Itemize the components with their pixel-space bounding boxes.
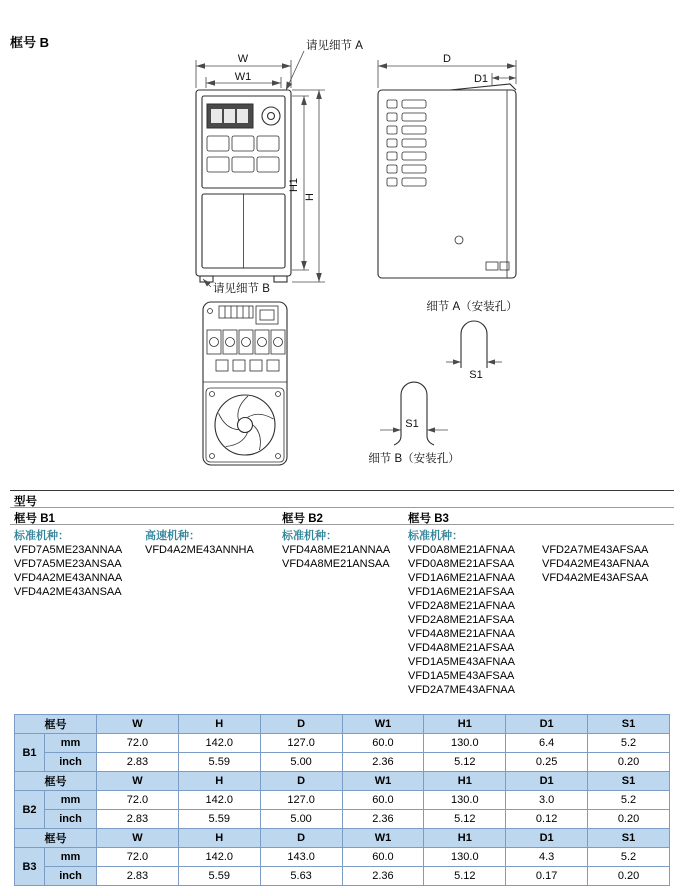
model-number: VFD4A2ME43ANNAA [14, 572, 123, 584]
detail-a-title: 细节 A（安装孔） [426, 301, 518, 313]
unit-cell: mm [45, 848, 97, 867]
col-header-w1: W1 [342, 829, 424, 848]
model-number: VFD7A5ME23ANNAA [14, 544, 123, 556]
table-cell: 4.3 [506, 848, 588, 867]
table-cell: 72.0 [97, 848, 179, 867]
table-cell: 5.12 [424, 753, 506, 772]
col-header-h: H [178, 829, 260, 848]
detail-b-drawing [368, 382, 459, 465]
col-header-w: W [97, 772, 179, 791]
table-cell: 60.0 [342, 791, 424, 810]
b2-standard-heading: 标准机种： [282, 530, 337, 542]
table-row-b1-mm [15, 734, 670, 753]
col-header-h1: H1 [424, 715, 506, 734]
callout-b-label: 请见细节 B [213, 283, 270, 295]
table-cell: 2.36 [342, 810, 424, 829]
table-cell: 0.12 [506, 810, 588, 829]
table-row-b3-mm [15, 848, 670, 867]
model-number: VFD1A5ME43AFSAA [408, 670, 515, 682]
table-cell: 142.0 [178, 848, 260, 867]
table-cell: 5.59 [178, 810, 260, 829]
table-cell: 5.59 [178, 867, 260, 886]
table-cell: 5.59 [178, 753, 260, 772]
table-cell: 0.20 [588, 810, 670, 829]
b1-standard-column [14, 529, 122, 599]
frame-cell: B3 [15, 848, 45, 886]
table-cell: 5.12 [424, 867, 506, 886]
col-header-frame: 框号 [15, 829, 97, 848]
table-cell: 3.0 [506, 791, 588, 810]
dim-label-s1-b: S1 [405, 418, 419, 430]
table-cell: 130.0 [424, 848, 506, 867]
table-cell: 127.0 [260, 734, 342, 753]
callout-detail-a [286, 38, 363, 90]
table-cell: 6.4 [506, 734, 588, 753]
table-cell: 143.0 [260, 848, 342, 867]
page-title: 框号 B [10, 35, 50, 50]
model-number: VFD4A8ME21ANSAA [282, 558, 390, 570]
side-view-dimensions [378, 53, 516, 88]
b1-standard-heading: 标准机种： [14, 530, 69, 542]
table-cell: 130.0 [424, 791, 506, 810]
table-cell: 5.2 [588, 734, 670, 753]
table-cell: 2.83 [97, 867, 179, 886]
table-cell: 5.2 [588, 791, 670, 810]
unit-cell: mm [45, 791, 97, 810]
col-header-w: W [97, 715, 179, 734]
table-cell: 142.0 [178, 734, 260, 753]
model-number: VFD1A5ME43AFNAA [408, 656, 515, 668]
dim-label-w: W [237, 53, 249, 65]
table-cell: 5.12 [424, 810, 506, 829]
dim-label-h1: H1 [288, 177, 300, 193]
models-columns [10, 525, 674, 697]
model-number: VFD4A2ME43ANNHA [145, 544, 254, 556]
unit-cell: inch [45, 867, 97, 886]
col-header-h: H [178, 772, 260, 791]
knob-icon [262, 107, 280, 125]
model-number: VFD4A8ME21ANNAA [282, 544, 391, 556]
table-cell: 5.2 [588, 848, 670, 867]
col-header-w1: W1 [342, 715, 424, 734]
col-header-w: W [97, 829, 179, 848]
table-cell: 5.63 [260, 867, 342, 886]
table-cell: 0.17 [506, 867, 588, 886]
col-header-h: H [178, 715, 260, 734]
dim-label-d: D [443, 53, 451, 65]
table-cell: 0.20 [588, 867, 670, 886]
table-cell: 2.36 [342, 867, 424, 886]
table-row-b1-inch [15, 753, 670, 772]
table-cell: 142.0 [178, 791, 260, 810]
bottom-view-drawing [203, 302, 287, 465]
col-header-w1: W1 [342, 772, 424, 791]
front-view-dimensions [196, 53, 325, 282]
b1-highspeed-heading: 高速机种： [145, 530, 200, 542]
table-cell: 72.0 [97, 734, 179, 753]
model-number: VFD2A8ME21AFSAA [408, 614, 515, 626]
col-header-h1: H1 [424, 772, 506, 791]
fan-icon [215, 395, 275, 455]
models-section-header [10, 491, 674, 507]
dim-label-d1: D1 [473, 73, 488, 85]
callout-a-label: 请见细节 A [306, 40, 363, 52]
table-cell: 60.0 [342, 734, 424, 753]
col-header-frame: 框号 [15, 772, 97, 791]
table-cell: 130.0 [424, 734, 506, 753]
spacer [542, 529, 649, 543]
detail-a-drawing [426, 299, 517, 381]
dim-label-w1: W1 [234, 71, 252, 83]
col-header-d1: D1 [506, 772, 588, 791]
table-header-row-b3 [15, 829, 670, 848]
model-number: VFD0A8ME21AFNAA [408, 544, 515, 556]
col-header-s1: S1 [588, 772, 670, 791]
table-cell: 127.0 [260, 791, 342, 810]
b3-standard-column-2 [542, 529, 649, 585]
front-view-drawing [196, 90, 291, 282]
table-cell: 0.25 [506, 753, 588, 772]
frame-b3-label: 框号 B3 [408, 513, 449, 525]
frame-labels-row [10, 508, 674, 524]
detail-b-title: 细节 B（安装孔） [368, 453, 460, 465]
col-header-d1: D1 [506, 829, 588, 848]
unit-cell: inch [45, 753, 97, 772]
b3-standard-column-1 [408, 529, 515, 697]
b1-highspeed-column [145, 529, 254, 557]
frame-cell: B2 [15, 791, 45, 829]
table-cell: 72.0 [97, 791, 179, 810]
dim-label-s1-a: S1 [469, 369, 483, 381]
model-number: VFD1A6ME21AFNAA [408, 572, 515, 584]
unit-cell: mm [45, 734, 97, 753]
table-cell: 2.83 [97, 753, 179, 772]
col-header-d: D [260, 772, 342, 791]
table-row-b2-inch [15, 810, 670, 829]
col-header-d: D [260, 715, 342, 734]
table-row-b3-inch [15, 867, 670, 886]
model-number: VFD4A8ME21AFSAA [408, 642, 515, 654]
model-number: VFD2A7ME43AFNAA [408, 684, 515, 696]
table-cell: 5.00 [260, 753, 342, 772]
unit-cell: inch [45, 810, 97, 829]
col-header-d: D [260, 829, 342, 848]
table-cell: 2.36 [342, 753, 424, 772]
model-number: VFD1A6ME21AFSAA [408, 586, 515, 598]
model-number: VFD2A8ME21AFNAA [408, 600, 515, 612]
model-number: VFD4A8ME21AFNAA [408, 628, 515, 640]
col-header-s1: S1 [588, 715, 670, 734]
dimensions-table [14, 714, 670, 886]
table-header-row-b1 [15, 715, 670, 734]
table-cell: 5.00 [260, 810, 342, 829]
model-number: VFD2A7ME43AFSAA [542, 544, 649, 556]
models-section-label: 型号 [14, 496, 37, 508]
frame-b1-label: 框号 B1 [14, 513, 55, 525]
table-header-row-b2 [15, 772, 670, 791]
b2-standard-column [282, 529, 390, 571]
table-cell: 60.0 [342, 848, 424, 867]
model-number: VFD4A2ME43ANSAA [14, 586, 122, 598]
b3-standard-heading: 标准机种： [408, 530, 463, 542]
frame-b2-label: 框号 B2 [282, 513, 323, 525]
model-number: VFD0A8ME21AFSAA [408, 558, 515, 570]
col-header-s1: S1 [588, 829, 670, 848]
rj45-port-icon [256, 306, 278, 324]
model-number: VFD4A2ME43AFSAA [542, 572, 649, 584]
frame-cell: B1 [15, 734, 45, 772]
model-number: VFD7A5ME23ANSAA [14, 558, 122, 570]
dim-label-h: H [304, 193, 316, 201]
col-header-h1: H1 [424, 829, 506, 848]
screw-icon [455, 236, 463, 244]
table-row-b2-mm [15, 791, 670, 810]
col-header-frame: 框号 [15, 715, 97, 734]
table-cell: 0.20 [588, 753, 670, 772]
models-section [10, 490, 674, 697]
side-view-drawing [378, 84, 516, 278]
model-number: VFD4A2ME43AFNAA [542, 558, 649, 570]
col-header-d1: D1 [506, 715, 588, 734]
table-cell: 2.83 [97, 810, 179, 829]
